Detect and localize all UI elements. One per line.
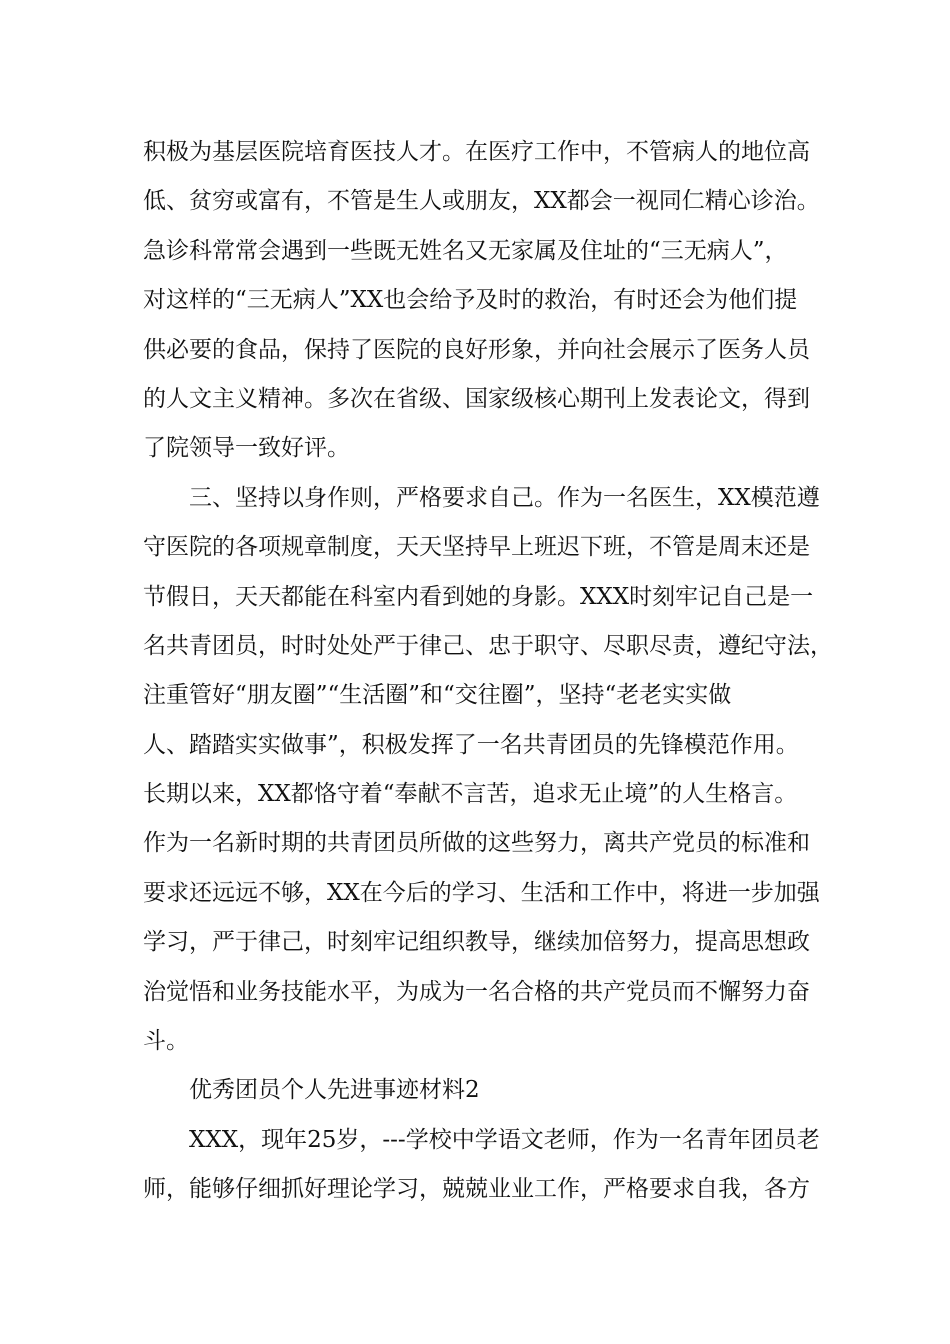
text-line: 作为一名新时期的共青团员所做的这些努力，离共产党员的标准和 xyxy=(143,830,810,857)
text-line: 师，能够仔细抓好理论学习，兢兢业业工作，严格要求自我，各方 xyxy=(143,1176,810,1203)
text-line: 供必要的食品，保持了医院的良好形象，并向社会展示了医务人员 xyxy=(143,336,810,363)
text-line: 学习，严于律己，时刻牢记组织教导，继续加倍努力，提高思想政 xyxy=(143,929,810,956)
text-line: 斗。 xyxy=(143,1028,189,1055)
body-text xyxy=(143,128,833,1215)
text-line: 长期以来，XX都恪守着“奉献不言苦，追求无止境”的人生格言。 xyxy=(143,781,798,808)
text-line: 的人文主义精神。多次在省级、国家级核心期刊上发表论文，得到 xyxy=(143,385,810,412)
text-line: 注重管好“朋友圈”“生活圈”和“交往圈”，坚持“老老实实做 xyxy=(143,682,732,709)
text-line: 人、踏踏实实做事”，积极发挥了一名共青团员的先锋模范作用。 xyxy=(143,731,799,758)
text-line: 守医院的各项规章制度，天天坚持早上班迟下班，不管是周末还是 xyxy=(143,534,810,561)
text-line: 要求还远远不够，XX在今后的学习、生活和工作中，将进一步加强 xyxy=(143,879,820,906)
text-line: 积极为基层医院培育医技人才。在医疗工作中，不管病人的地位高 xyxy=(143,139,810,165)
section-heading: 优秀团员个人先进事迹材料2 xyxy=(143,1077,480,1104)
text-line: 对这样的“三无病人”XX也会给予及时的救治，有时还会为他们提 xyxy=(143,287,798,314)
text-line: 低、贫穷或富有，不管是生人或朋友，XX都会一视同仁精心诊治。 xyxy=(143,188,820,215)
text-line: 急诊科常常会遇到一些既无姓名又无家属及住址的“三无病人”， xyxy=(143,237,788,264)
text-line: XXX，现年25岁，---学校中学语文老师，作为一名青年团员老 xyxy=(143,1126,820,1153)
text-line: 节假日，天天都能在科室内看到她的身影。XXX时刻牢记自己是一 xyxy=(143,583,814,610)
text-line: 三、坚持以身作则，严格要求自己。作为一名医生，XX模范遵 xyxy=(143,484,820,511)
text-line: 治觉悟和业务技能水平，为成为一名合格的共产党员而不懈努力奋 xyxy=(143,978,810,1005)
text-line: 名共青团员，时时处处严于律己、忠于职守、尽职尽责，遵纪守法， xyxy=(143,632,833,659)
text-line: 了院领导一致好评。 xyxy=(143,435,350,462)
